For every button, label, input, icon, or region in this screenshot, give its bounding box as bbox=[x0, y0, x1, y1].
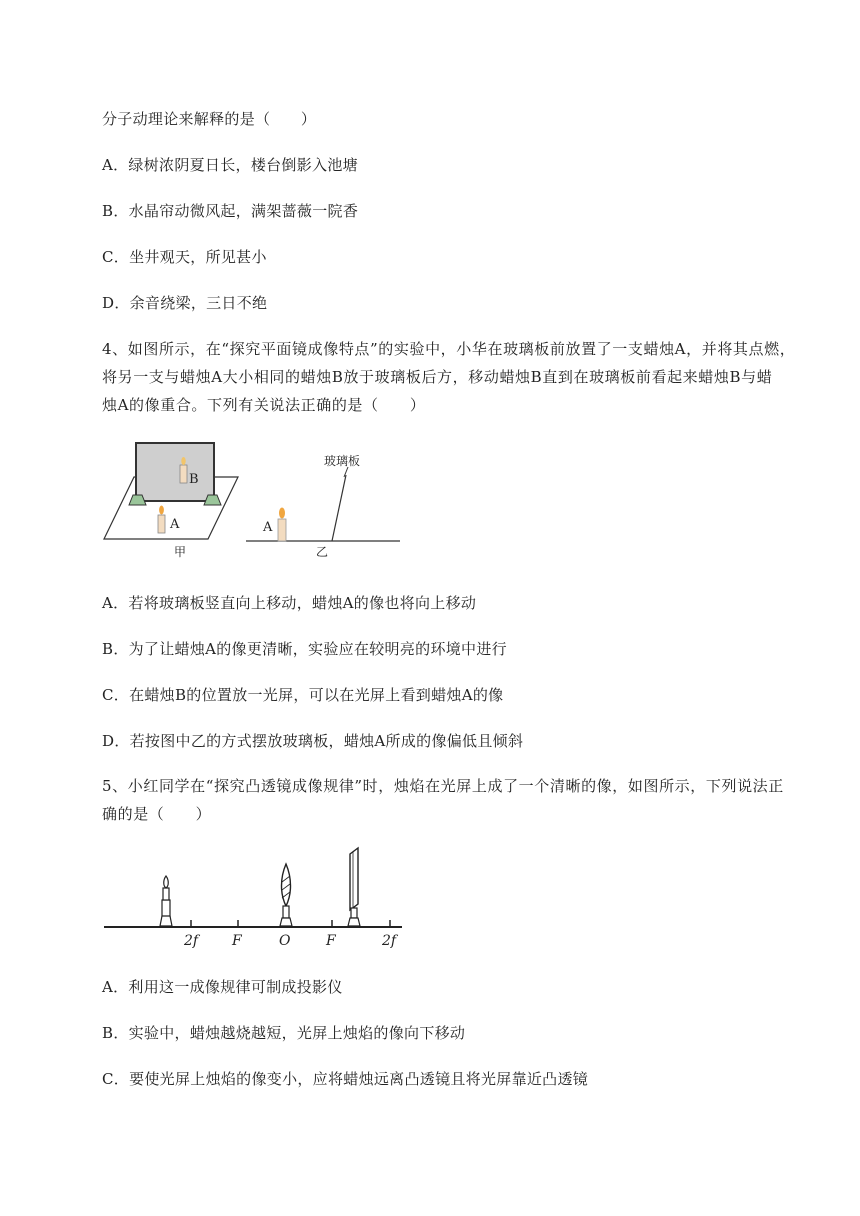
tick-label-f-right: F bbox=[326, 933, 336, 949]
q3-option-d: D．余音绕梁，三日不绝 bbox=[102, 294, 268, 312]
candle-b-flame bbox=[181, 457, 185, 465]
plane-mirror-figure bbox=[100, 435, 410, 565]
tick-label-2f-right: 2f bbox=[382, 933, 397, 949]
optical-bench-figure bbox=[100, 842, 410, 952]
caption-yi: 乙 bbox=[316, 545, 329, 559]
q5-stem-line-1: 5、小红同学在“探究凸透镜成像规律”时，烛焰在光屏上成了一个清晰的像，如图所示，下列说法正 bbox=[102, 777, 784, 795]
tick-label-f-left: F bbox=[232, 933, 242, 949]
tick-label-o: O bbox=[279, 933, 291, 949]
q3-stem-tail: 分子动理论来解释的是（ ） bbox=[102, 110, 317, 128]
label-glass: 玻璃板 bbox=[324, 454, 361, 468]
glass-plate-side bbox=[332, 475, 346, 541]
convex-lens bbox=[280, 864, 292, 926]
q3-option-a: A．绿树浓阴夏日长，楼台倒影入池塘 bbox=[102, 156, 358, 174]
q4-option-a: A．若将玻璃板竖直向上移动，蜡烛A的像也将向上移动 bbox=[102, 594, 477, 612]
label-candle-a: A bbox=[170, 517, 180, 532]
label-candle-b: B bbox=[189, 472, 199, 487]
candle-b bbox=[180, 465, 187, 483]
q4-option-d: D．若按图中乙的方式摆放玻璃板，蜡烛A所成的像偏低且倾斜 bbox=[102, 732, 524, 750]
label-candle-a-side: A bbox=[263, 520, 273, 535]
candle-holder bbox=[160, 876, 172, 926]
candle-a-side bbox=[278, 519, 286, 541]
q3-option-b: B．水晶帘动微风起，满架蔷薇一院香 bbox=[102, 202, 359, 220]
q5-option-a: A．利用这一成像规律可制成投影仪 bbox=[102, 978, 343, 996]
q4-stem-line-3: 烛A的像重合。下列有关说法正确的是（ ） bbox=[102, 396, 426, 414]
q3-option-c: C．坐井观天，所见甚小 bbox=[102, 248, 267, 266]
tick-label-2f-left: 2f bbox=[184, 933, 199, 949]
q4-option-b: B．为了让蜡烛A的像更清晰，实验应在较明亮的环境中进行 bbox=[102, 640, 507, 658]
q4-option-c: C．在蜡烛B的位置放一光屏，可以在光屏上看到蜡烛A的像 bbox=[102, 686, 504, 704]
caption-jia: 甲 bbox=[174, 545, 187, 559]
candle-a-side-flame bbox=[279, 508, 285, 519]
q5-option-c: C．要使光屏上烛焰的像变小，应将蜡烛远离凸透镜且将光屏靠近凸透镜 bbox=[102, 1070, 589, 1088]
candle-a bbox=[158, 515, 165, 533]
q4-stem-line-2: 将另一支与蜡烛A大小相同的蜡烛B放于玻璃板后方，移动蜡烛B直到在玻璃板前看起来蜡烛B与蜡 bbox=[102, 368, 773, 386]
q5-option-b: B．实验中，蜡烛越烧越短，光屏上烛焰的像向下移动 bbox=[102, 1024, 466, 1042]
q4-stem-line-1: 4、如图所示，在“探究平面镜成像特点”的实验中，小华在玻璃板前放置了一支蜡烛A，并将其点燃， bbox=[102, 340, 796, 358]
candle-a-flame bbox=[159, 506, 164, 515]
light-screen bbox=[348, 848, 360, 926]
q5-stem-line-2: 确的是（ ） bbox=[102, 805, 212, 823]
glass-plate bbox=[136, 443, 214, 501]
candle-flame bbox=[164, 876, 169, 888]
